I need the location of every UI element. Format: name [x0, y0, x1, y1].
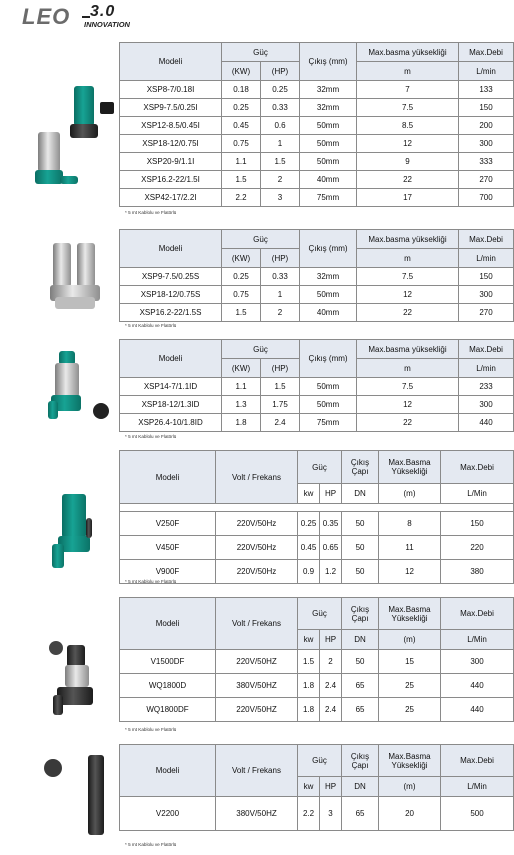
spec-table-xsp-i — [119, 42, 514, 207]
cell-kw: 1.5 — [222, 304, 261, 322]
cell-hp: 2 — [261, 171, 300, 189]
header-head: Max.Basma Yüksekliği — [379, 598, 441, 630]
cell-head: 20 — [379, 797, 441, 831]
cell-kw: 1.5 — [298, 650, 320, 674]
spec-table-xsp-id — [119, 339, 514, 432]
cell-hp: 2 — [261, 304, 300, 322]
cell-outlet: 32mm — [300, 81, 357, 99]
cell-outlet: 50mm — [300, 286, 357, 304]
cell-head: 9 — [357, 153, 459, 171]
table-row — [120, 268, 514, 286]
cell-volt: 220V/50HZ — [216, 650, 298, 674]
cell-head: 12 — [357, 135, 459, 153]
cell-hp: 0.33 — [261, 99, 300, 117]
header-head-unit: m — [357, 62, 459, 81]
header-dn: DN — [342, 484, 379, 504]
spec-table-v2200 — [119, 744, 514, 831]
cell-outlet: 32mm — [300, 268, 357, 286]
header-head: Max.Basma Yüksekliği — [379, 745, 441, 777]
footnote: * 5 mt Kablolu ve Flatörlü — [125, 842, 177, 847]
cell-dn: 50 — [342, 560, 379, 584]
brand-tagline: INNOVATION — [84, 20, 130, 29]
header-hp: HP — [320, 777, 342, 797]
footnote: * 5 mt Kablolu ve Flatörlü — [125, 434, 177, 439]
cell-hp: 0.25 — [261, 81, 300, 99]
pump-image-v2200 — [40, 755, 110, 840]
header-flow-unit: L/Min — [441, 484, 514, 504]
header-hp: (HP) — [261, 359, 300, 378]
header-flow-unit: L/min — [459, 62, 514, 81]
cell-head: 11 — [379, 536, 441, 560]
header-flow: Max.Debi — [441, 451, 514, 484]
header-hp: (HP) — [261, 62, 300, 81]
cell-head: 7.5 — [357, 378, 459, 396]
table-row — [120, 512, 514, 536]
cell-flow: 150 — [459, 99, 514, 117]
header-power: Güç — [298, 745, 342, 777]
cell-head: 25 — [379, 674, 441, 698]
header-head: Max.basma yüksekliği — [357, 43, 459, 62]
cell-hp: 1 — [261, 135, 300, 153]
header-kw: (KW) — [222, 359, 261, 378]
header-power: Güç — [298, 451, 342, 484]
brand-version: 3.0 — [90, 3, 116, 20]
cell-model: XSP18-12/0.75S — [120, 286, 222, 304]
table-row — [120, 396, 514, 414]
spec-table-v-f — [119, 450, 514, 584]
cell-dn: 65 — [342, 797, 379, 831]
cell-model: XSP20-9/1.1I — [120, 153, 222, 171]
header-volt: Volt / Frekans — [216, 451, 298, 504]
cell-flow: 300 — [459, 286, 514, 304]
cell-flow: 440 — [441, 674, 514, 698]
cell-model: V900F — [120, 560, 216, 584]
header-model: Modeli — [120, 451, 216, 504]
cell-model: XSP26.4-10/1.8ID — [120, 414, 222, 432]
header-flow: Max.Debi — [459, 230, 514, 249]
cell-model: V2200 — [120, 797, 216, 831]
header-power: Güç — [298, 598, 342, 630]
table-row — [120, 286, 514, 304]
cell-kw: 2.2 — [298, 797, 320, 831]
header-outlet: Çıkış (mm) — [300, 230, 357, 268]
cell-head: 12 — [379, 560, 441, 584]
cell-flow: 270 — [459, 171, 514, 189]
header-flow-unit: L/min — [459, 359, 514, 378]
cell-flow: 300 — [441, 650, 514, 674]
header-volt: Volt / Frekans — [216, 598, 298, 650]
header-kw: (KW) — [222, 249, 261, 268]
header-flow: Max.Debi — [459, 340, 514, 359]
cell-model: WQ1800DF — [120, 698, 216, 722]
header-head-unit: m — [357, 359, 459, 378]
header-head: Max.Basma Yüksekliği — [379, 451, 441, 484]
cell-outlet: 40mm — [300, 304, 357, 322]
cell-head: 8.5 — [357, 117, 459, 135]
cell-flow: 380 — [441, 560, 514, 584]
header-hp: HP — [320, 484, 342, 504]
cell-hp: 2.4 — [320, 698, 342, 722]
pump-image-xsp-teal — [30, 80, 120, 220]
cell-hp: 3 — [261, 189, 300, 207]
cell-outlet: 40mm — [300, 171, 357, 189]
header-flow-unit: L/Min — [441, 630, 514, 650]
cell-dn: 65 — [342, 698, 379, 722]
cell-kw: 1.8 — [298, 674, 320, 698]
cell-flow: 700 — [459, 189, 514, 207]
cell-hp: 1.5 — [261, 153, 300, 171]
cell-hp: 0.65 — [320, 536, 342, 560]
cell-hp: 1.2 — [320, 560, 342, 584]
table-row — [120, 81, 514, 99]
cell-volt: 220V/50HZ — [216, 698, 298, 722]
cell-kw: 0.45 — [298, 536, 320, 560]
cell-model: XSP9-7.5/0.25S — [120, 268, 222, 286]
cell-flow: 500 — [441, 797, 514, 831]
cell-flow: 333 — [459, 153, 514, 171]
header-model: Modeli — [120, 745, 216, 797]
cell-hp: 0.6 — [261, 117, 300, 135]
header-kw: (KW) — [222, 62, 261, 81]
spec-table-xsp-s — [119, 229, 514, 322]
header-head: Max.basma yüksekliği — [357, 230, 459, 249]
cell-head: 22 — [357, 304, 459, 322]
cell-head: 7.5 — [357, 99, 459, 117]
header-kw: kw — [298, 630, 320, 650]
table-row — [120, 378, 514, 396]
header-kw: kw — [298, 484, 320, 504]
cell-head: 22 — [357, 414, 459, 432]
cell-kw: 0.9 — [298, 560, 320, 584]
cell-dn: 50 — [342, 512, 379, 536]
cell-hp: 2.4 — [320, 674, 342, 698]
header-head-unit: m — [357, 249, 459, 268]
cell-kw: 1.1 — [222, 378, 261, 396]
cell-kw: 0.25 — [298, 512, 320, 536]
table-row — [120, 650, 514, 674]
header-power: Güç — [222, 340, 300, 359]
header-outlet: Çıkış Çapı — [342, 451, 379, 484]
cell-model: XSP42-17/2.2I — [120, 189, 222, 207]
cell-kw: 0.25 — [222, 99, 261, 117]
header-flow: Max.Debi — [441, 745, 514, 777]
header-model: Modeli — [120, 43, 222, 81]
cell-head: 17 — [357, 189, 459, 207]
cell-hp: 0.35 — [320, 512, 342, 536]
cell-flow: 133 — [459, 81, 514, 99]
cell-hp: 2.4 — [261, 414, 300, 432]
cell-kw: 0.45 — [222, 117, 261, 135]
cell-hp: 3 — [320, 797, 342, 831]
cell-model: XSP16.2-22/1.5I — [120, 171, 222, 189]
cell-outlet: 50mm — [300, 117, 357, 135]
header-model: Modeli — [120, 340, 222, 378]
table-row — [120, 698, 514, 722]
cell-outlet: 32mm — [300, 99, 357, 117]
cell-flow: 150 — [441, 512, 514, 536]
pump-image-xsp-steel — [45, 235, 115, 325]
spacer — [120, 504, 514, 512]
footnote: * 5 mt Kablolu ve Flatörlü — [125, 210, 177, 215]
footnote: * 5 mt Kablolu ve Flatörlü — [125, 323, 177, 328]
table-row — [120, 536, 514, 560]
cell-head: 12 — [357, 396, 459, 414]
header-outlet: Çıkış Çapı — [342, 745, 379, 777]
cell-head: 25 — [379, 698, 441, 722]
cell-model: V450F — [120, 536, 216, 560]
cell-model: XSP14-7/1.1ID — [120, 378, 222, 396]
cell-head: 22 — [357, 171, 459, 189]
cell-volt: 380V/50HZ — [216, 797, 298, 831]
cell-kw: 0.75 — [222, 286, 261, 304]
cell-outlet: 50mm — [300, 396, 357, 414]
header-flow: Max.Debi — [441, 598, 514, 630]
header-outlet: Çıkış (mm) — [300, 340, 357, 378]
cell-hp: 1 — [261, 286, 300, 304]
table-row — [120, 189, 514, 207]
cell-kw: 1.5 — [222, 171, 261, 189]
cell-model: V1500DF — [120, 650, 216, 674]
header-power: Güç — [222, 230, 300, 249]
pump-image-v-series — [48, 488, 108, 578]
cell-kw: 1.1 — [222, 153, 261, 171]
header-head: Max.basma yüksekliği — [357, 340, 459, 359]
cell-head: 7 — [357, 81, 459, 99]
table-row — [120, 153, 514, 171]
cell-volt: 220V/50Hz — [216, 536, 298, 560]
cell-flow: 300 — [459, 396, 514, 414]
cell-kw: 0.25 — [222, 268, 261, 286]
cell-kw: 0.18 — [222, 81, 261, 99]
cell-kw: 1.8 — [298, 698, 320, 722]
cell-outlet: 50mm — [300, 378, 357, 396]
cell-kw: 2.2 — [222, 189, 261, 207]
header-head-unit: (m) — [379, 484, 441, 504]
table-row — [120, 674, 514, 698]
table-row — [120, 797, 514, 831]
table-row — [120, 117, 514, 135]
cell-flow: 200 — [459, 117, 514, 135]
cell-flow: 440 — [459, 414, 514, 432]
header-kw: kw — [298, 777, 320, 797]
pump-image-df-series — [45, 635, 110, 725]
cell-flow: 220 — [441, 536, 514, 560]
header-model: Modeli — [120, 230, 222, 268]
cell-model: XSP9-7.5/0.25I — [120, 99, 222, 117]
header-head-unit: (m) — [379, 630, 441, 650]
header-outlet: Çıkış Çapı — [342, 598, 379, 630]
header-head-unit: (m) — [379, 777, 441, 797]
spec-table-df — [119, 597, 514, 722]
header-volt: Volt / Frekans — [216, 745, 298, 797]
cell-flow: 150 — [459, 268, 514, 286]
table-row — [120, 135, 514, 153]
header-hp: HP — [320, 630, 342, 650]
footnote: * 5 mt Kablolu ve Flatörlü — [125, 579, 177, 584]
cell-model: XSP8-7/0.18I — [120, 81, 222, 99]
cell-dn: 65 — [342, 674, 379, 698]
cell-flow: 270 — [459, 304, 514, 322]
cell-volt: 380V/50HZ — [216, 674, 298, 698]
cell-head: 8 — [379, 512, 441, 536]
cell-model: XSP18-12/1.3ID — [120, 396, 222, 414]
cell-dn: 50 — [342, 536, 379, 560]
cell-volt: 220V/50Hz — [216, 560, 298, 584]
footnote: * 5 mt Kablolu ve Flatörlü — [125, 727, 177, 732]
header-dn: DN — [342, 630, 379, 650]
cell-flow: 233 — [459, 378, 514, 396]
cell-hp: 0.33 — [261, 268, 300, 286]
cell-hp: 1.5 — [261, 378, 300, 396]
table-row — [120, 99, 514, 117]
table-row — [120, 414, 514, 432]
cell-outlet: 50mm — [300, 153, 357, 171]
pump-image-xsp-id — [45, 345, 120, 435]
header-flow: Max.Debi — [459, 43, 514, 62]
cell-model: WQ1800D — [120, 674, 216, 698]
cell-outlet: 75mm — [300, 414, 357, 432]
cell-model: V250F — [120, 512, 216, 536]
header-power: Güç — [222, 43, 300, 62]
cell-head: 7.5 — [357, 268, 459, 286]
cell-outlet: 50mm — [300, 135, 357, 153]
header-hp: (HP) — [261, 249, 300, 268]
cell-model: XSP16.2-22/1.5S — [120, 304, 222, 322]
brand-name: LEO — [22, 4, 71, 29]
logo-dash — [82, 16, 90, 18]
header-flow-unit: L/Min — [441, 777, 514, 797]
header-flow-unit: L/min — [459, 249, 514, 268]
cell-flow: 440 — [441, 698, 514, 722]
cell-kw: 1.3 — [222, 396, 261, 414]
cell-head: 12 — [357, 286, 459, 304]
table-row — [120, 304, 514, 322]
cell-dn: 50 — [342, 650, 379, 674]
cell-model: XSP12-8.5/0.45I — [120, 117, 222, 135]
cell-hp: 2 — [320, 650, 342, 674]
cell-model: XSP18-12/0.75I — [120, 135, 222, 153]
cell-kw: 0.75 — [222, 135, 261, 153]
header-outlet: Çıkış (mm) — [300, 43, 357, 81]
cell-kw: 1.8 — [222, 414, 261, 432]
cell-outlet: 75mm — [300, 189, 357, 207]
cell-flow: 300 — [459, 135, 514, 153]
cell-head: 15 — [379, 650, 441, 674]
cell-hp: 1.75 — [261, 396, 300, 414]
header-dn: DN — [342, 777, 379, 797]
table-row — [120, 560, 514, 584]
cell-volt: 220V/50Hz — [216, 512, 298, 536]
table-row — [120, 171, 514, 189]
header-model: Modeli — [120, 598, 216, 650]
